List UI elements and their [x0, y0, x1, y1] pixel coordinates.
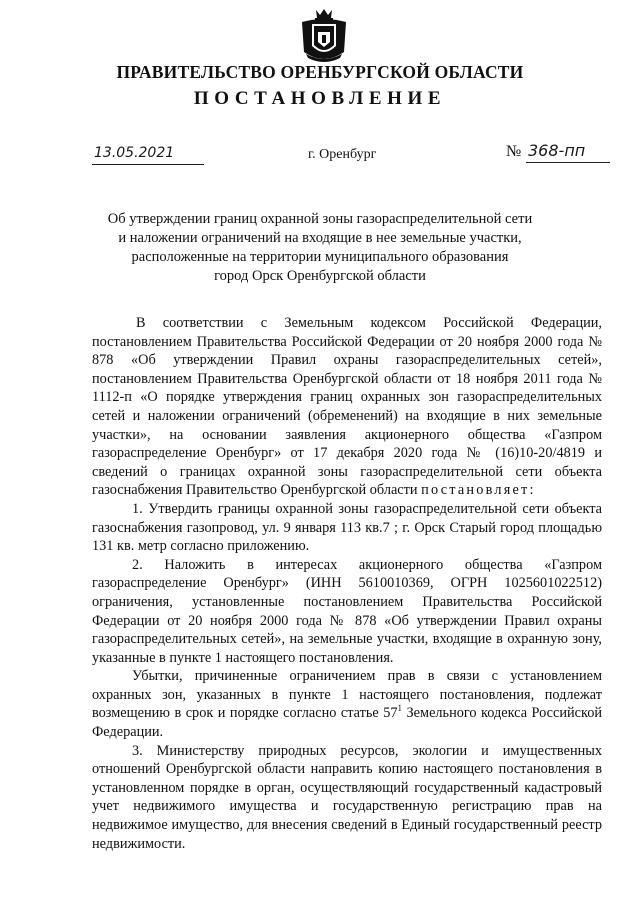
subject-line: и наложении ограничений на входящие в нее земельные участки,	[118, 230, 522, 246]
number-value: 368-пп	[528, 141, 586, 160]
document-number	[506, 141, 610, 165]
document-subject	[60, 210, 580, 286]
document-city: г. Оренбург	[308, 147, 377, 162]
subject-line: расположенные на территории муниципального образования	[131, 249, 509, 265]
subject-line: Об утверждении границ охранной зоны газораспределительной сети	[107, 211, 533, 227]
preamble-paragraph	[92, 314, 602, 500]
coat-of-arms-icon	[298, 8, 350, 66]
item-2-paragraph: 2. Наложить в интересах акционерного общества «Газпром газораспределение Оренбург» (ИНН 5610010369, ОГРН 1025601022512) ограничения, установленные постановлением Правительства Российской Федерации от 20 ноября 2000 года № 878 «Об утверждении Правил охраны газораспределительных сетей», на земельные участки, входящие в охранную зону, указанные в пункте 1 настоящего постановления.	[92, 556, 602, 666]
item-1-paragraph: 1. Утвердить границы охранной зоны газораспределительной сети объекта газоснабжения газопровод, ул. 9 января 113 кв.7 ; г. Орск Старый город площадью 131 кв. метр согласно приложению.	[92, 500, 602, 555]
document-date: 13.05.2021	[92, 145, 204, 165]
document-body	[92, 314, 602, 853]
item-3-paragraph: 3. Министерству природных ресурсов, экологии и имущественных отношений Оренбургской области направить копию настоящего постановления в установленном порядке в орган, осуществляющий государственный кадастровый учет недвижимого имущества и государственную регистрацию прав на недвижимое имущество, для внесения сведений в Единый государственный реестр недвижимости.	[92, 742, 602, 852]
document-type: ПОСТАНОВЛЕНИЕ	[193, 88, 447, 109]
decree-word: постановляет:	[421, 482, 536, 499]
item-2-damages-paragraph	[92, 667, 602, 741]
article-superscript: 1	[397, 703, 403, 714]
damages-text: Убытки, причиненные ограничением прав в связи с установлением охранных зон, указанных в пункте 1 настоящего постановления, подлежат возмещению в срок и порядке согласно статье 57	[92, 668, 602, 722]
damages-text-end: Земельного кодекса Российской Федерации.	[92, 705, 602, 741]
number-underline	[526, 162, 610, 163]
number-sign: №	[506, 143, 522, 160]
org-title: ПРАВИТЕЛЬСТВО ОРЕНБУРГСКОЙ ОБЛАСТИ	[116, 62, 524, 82]
preamble-text: В соответствии с Земельным кодексом Российской Федерации, постановлением Правительства Российской Федерации от 20 ноября 2000 года № 878 «Об утверждении Правил охраны газораспределительных сетей», постановлением Правительства Оренбургской области от 18 ноября 2011 года № 1112-п «О порядке утверждения границ охранных зон газораспределительных сетей и наложении ограничений (обременений) на входящие в них земельные участки», на основании заявления акционерного общества «Газпром газораспределение Оренбург» от 17 декабря 2020 года № (16)10-20/4819 и сведений о границах охранной зоны газораспределительной сети объекта газоснабжения Правительство Оренбургской области	[92, 315, 602, 499]
subject-line: город Орск Оренбургской области	[214, 268, 426, 284]
